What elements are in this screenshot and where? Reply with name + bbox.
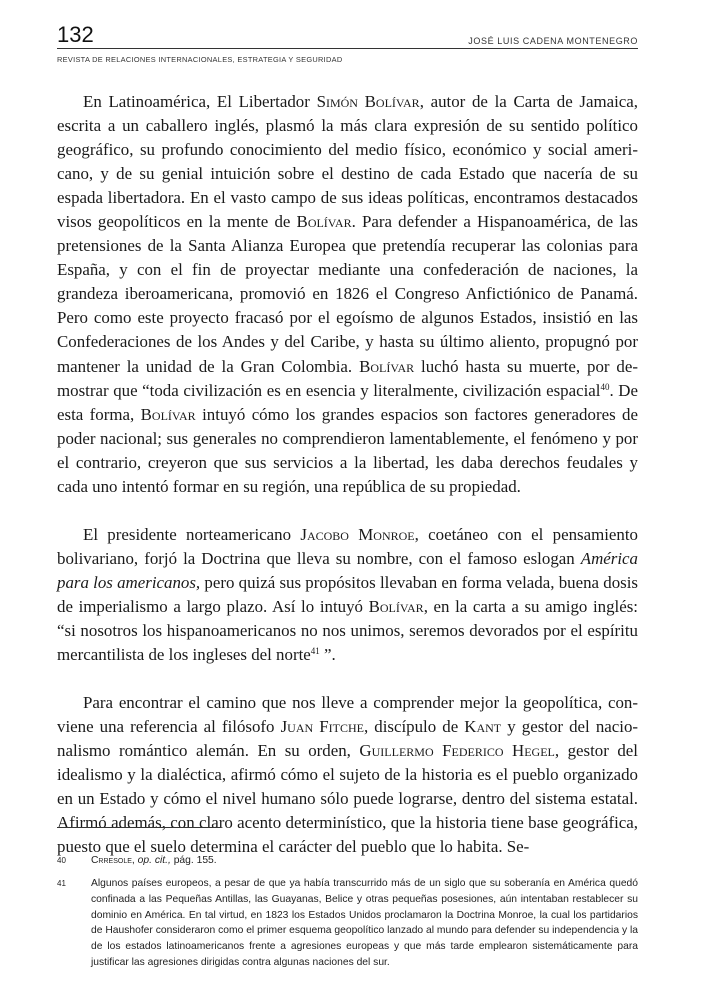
footnote-reference: 40	[600, 381, 610, 392]
italic-text: op. cit.,	[137, 855, 171, 866]
body-text	[57, 90, 638, 859]
text-run: , discípulo de	[363, 717, 465, 737]
page-number: 132	[57, 22, 94, 47]
header-rule	[57, 48, 638, 49]
text-run: ”.	[319, 645, 336, 665]
text-run: y gestor del nacionalismo romántico alemán. En su orden,	[57, 717, 639, 761]
text-run: luchó hasta su muerte, por demostrar que “toda civilización es en esencia y literalmente, civilización espacial	[57, 356, 638, 400]
small-caps-name: Juan Fitche	[280, 717, 364, 737]
footnote-reference: 41	[310, 646, 320, 657]
text-run: Algunos países europeos, a pesar de que ya había transcurrido más de un siglo que su soberanía en América quedó confinada a las Pequeñas Antillas, las Guayanas, Belice y otras pequeñas posesiones, aún intentaban restablecer su dominio en América. En tal virtud, en 1823 los Estados Unidos proclamaron la Doctrina Monroe, la cual los partidarios de Haushofer consideraron como el primer esquema geopolítico lanzado al mundo para defender su independencia y la de los estados latinoamericanos frente a agresiones europeas y que más tarde emplearon sistemáticamente para justificar las agresiones dirigidas contra algunas naciones del sur.	[91, 878, 638, 968]
running-header-author: JOSÉ LUIS CADENA MONTENEGRO	[468, 36, 638, 46]
text-run: pero quizá sus propósitos llevaban en forma velada, buena dosis de imperialismo a largo plazo. Así lo intuyó	[57, 572, 638, 616]
text-run: El presidente norteamericano	[83, 524, 301, 544]
text-run: , en la carta a su amigo inglés: “si nosotros los hispanoamericanos no nos unimos, seremos devorados por el espíritu mercantilista de los ingleses del norte	[57, 596, 639, 665]
body-paragraph	[57, 691, 638, 859]
body-paragraph	[57, 90, 638, 499]
footnote-number: 40	[57, 856, 66, 865]
footnote-separator	[57, 827, 221, 828]
text-run: intuyó cómo los grandes espacios son factores generadores de poder nacional; sus generales no comprendieron lamentablemente, el fenómeno y por el contrario, creyeron que sus servicios a la libertad, les daba derechos feudales y cada uno intentó formar en su región, una república de su propiedad.	[57, 404, 638, 496]
body-paragraph	[57, 523, 638, 667]
small-caps-name: Simón Bolívar	[316, 92, 420, 111]
small-caps-name: Bolívar	[140, 404, 196, 424]
text-run: pág. 155.	[170, 855, 217, 866]
text-run: . Para defender a Hispanoamérica, de las pretensiones de la Santa Alianza Europea que pretendía recuperar las colonias para España, y con el fin de proyectar mediante una confederación de naciones, la grandeza iberoamericana, promovió en 1826 el Congreso Anfictiónico de Panamá. Pero como este proyecto fracasó por el egoísmo de algunos Estados, insistió en las Confederaciones de los Andes y del Caribe, y hasta su último aliento, propugnó por mantener la unidad de la Gran Colombia.	[57, 212, 638, 376]
text-run: ,	[131, 855, 138, 866]
small-caps-name: Bolívar	[359, 356, 415, 376]
footnote-41	[57, 876, 638, 971]
footnote-text	[91, 853, 638, 869]
running-header-journal: REVISTA DE RELACIONES INTERNACIONALES, ESTRATEGIA Y SEGURIDAD	[57, 55, 343, 64]
small-caps-name: Crresole	[91, 855, 132, 866]
footnote-40	[57, 853, 638, 869]
text-run: , coetáneo con el pensamiento bolivariano, forjó la Doctrina que lleva su nombre, con el famoso eslogan	[57, 524, 638, 568]
small-caps-name: Bolívar	[296, 212, 352, 232]
italic-text: América para los americanos,	[57, 548, 638, 592]
small-caps-name: Jacobo Monroe	[300, 524, 415, 544]
footnote-text	[91, 876, 638, 971]
text-run: , autor de la Carta de Jamaica, escrita a un caballero inglés, plasmó la más clara expresión de su sentido político geográfico, su profundo conocimiento del medio físico, económico y social americano, y de su genial intuición sobre el destino de cada Estado que nacería de su espada libertadora. En el vasto campo de sus ideas políticas, encontramos destacados visos geopolíticos en la mente de	[57, 92, 638, 232]
text-run: . De esta forma,	[57, 380, 638, 424]
text-run: En Latinoamérica, El Libertador	[83, 92, 317, 111]
small-caps-name: Kant	[464, 717, 502, 737]
footnote-number: 41	[57, 879, 66, 888]
text-run: , gestor del idealismo y la dialéctica, afirmó cómo el sujeto de la historia es el pueblo organizado en un Estado y cómo el nivel humano sólo puede lograrse, dentro del sistema estatal. Afirmó además, con claro acento determinístico, que la historia tiene base geográfica, puesto que el suelo determina el carácter del pueblo que lo habita. Se-	[57, 741, 638, 857]
small-caps-name: Guillermo Federico Hegel	[359, 741, 555, 761]
text-run: Para encontrar el camino que nos lleve a comprender mejor la geopolítica, conviene una referencia al filósofo	[57, 693, 638, 737]
small-caps-name: Bolívar	[368, 596, 424, 616]
